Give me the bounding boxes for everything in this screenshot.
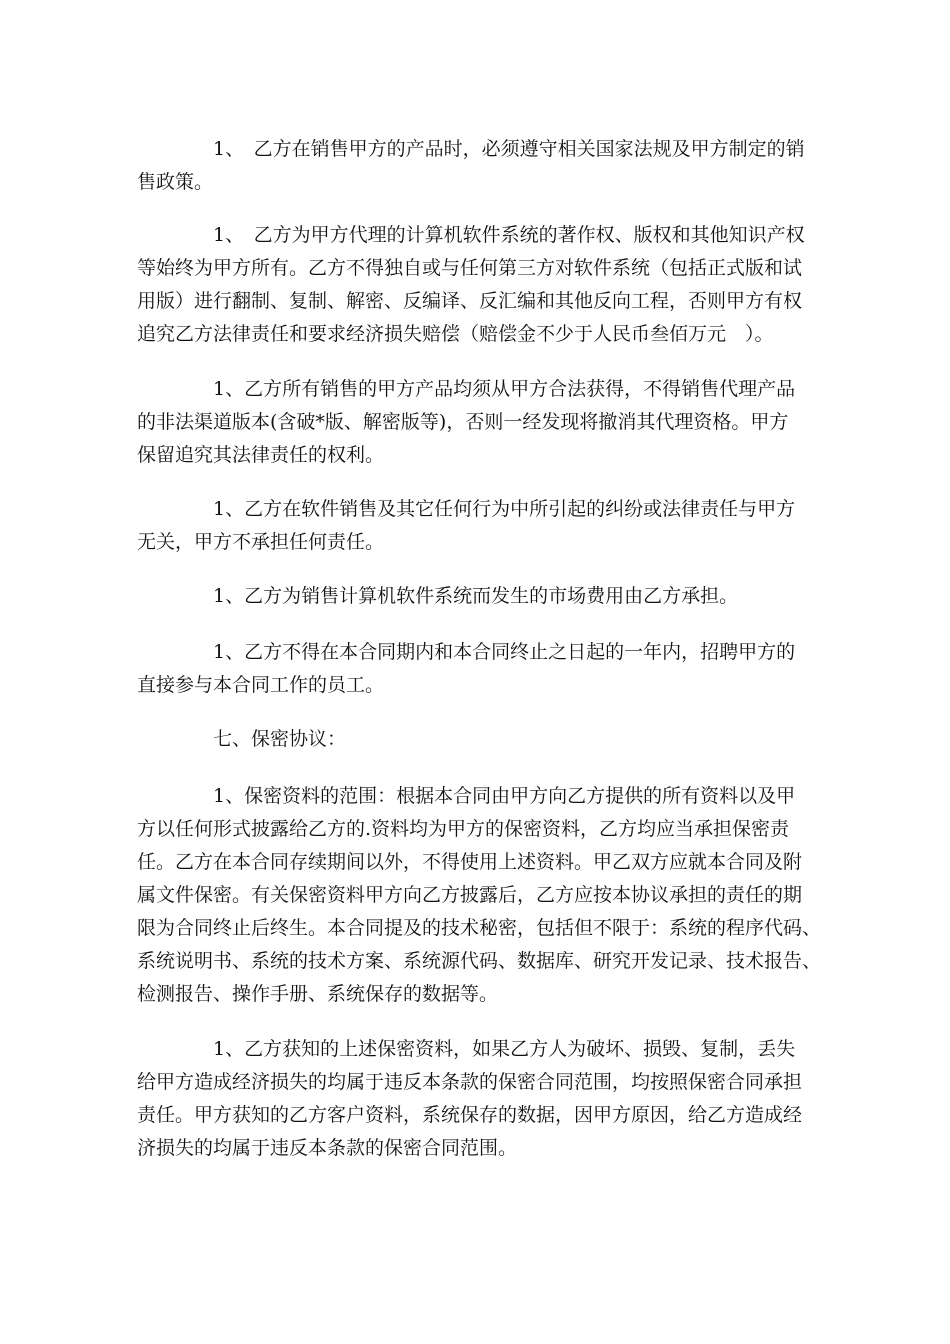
text-line: 责任。甲方获知的乙方客户资料，系统保存的数据，因甲方原因，给乙方造成经: [137, 1104, 803, 1126]
text-line: 1、乙方所有销售的甲方产品均须从甲方合法获得，不得销售代理产品: [213, 378, 796, 400]
text-line: 1、乙方获知的上述保密资料，如果乙方人为破坏、损毁、复制，丢失: [213, 1038, 796, 1060]
text-line: 1、乙方不得在本合同期内和本合同终止之日起的一年内，招聘甲方的: [213, 641, 796, 663]
text-line: 1、 乙方在销售甲方的产品时，必须遵守相关国家法规及甲方制定的销: [213, 138, 805, 160]
clause-confidential-scope: [137, 780, 827, 1011]
text-line: 等始终为甲方所有。乙方不得独自或与任何第三方对软件系统（包括正式版和试: [137, 257, 803, 279]
text-line: 方以任何形式披露给乙方的.资料均为甲方的保密资料，乙方均应当承担保密责: [137, 818, 790, 840]
text-line: 系统说明书、系统的技术方案、系统源代码、数据库、研究开发记录、技术报告、: [137, 950, 822, 972]
text-line: 1、 乙方为甲方代理的计算机软件系统的著作权、版权和其他知识产权: [213, 224, 805, 246]
clause-disputes: [137, 493, 827, 559]
text-line: 给甲方造成经济损失的均属于违反本条款的保密合同范围，均按照保密合同承担: [137, 1071, 803, 1093]
text-line: 无关，甲方不承担任何责任。: [137, 531, 385, 553]
text-line: 济损失的均属于违反本条款的保密合同范围。: [137, 1137, 518, 1159]
clause-no-recruiting: [137, 636, 827, 702]
text-line: 保留追究其法律责任的权利。: [137, 444, 385, 466]
section-heading-confidentiality: [137, 723, 827, 756]
clause-copyright: [137, 219, 827, 351]
clause-market-fees: [137, 580, 827, 613]
text-line: 直接参与本合同工作的员工。: [137, 674, 385, 696]
text-line: 追究乙方法律责任和要求经济损失赔偿（赔偿金不少于人民币叁佰万元 ）。: [137, 323, 774, 345]
text-line: 1、乙方为销售计算机软件系统而发生的市场费用由乙方承担。: [213, 585, 739, 607]
clause-sales-policy: [137, 133, 827, 199]
text-line: 的非法渠道版本(含破*版、解密版等)，否则一经发现将撤消其代理资格。甲方: [137, 411, 789, 433]
clause-legal-channel: [137, 373, 827, 472]
text-line: 任。乙方在本合同存续期间以外，不得使用上述资料。甲乙双方应就本合同及附: [137, 851, 803, 873]
text-line: 1、乙方在软件销售及其它任何行为中所引起的纠纷或法律责任与甲方: [213, 498, 796, 520]
text-line: 1、保密资料的范围：根据本合同由甲方向乙方提供的所有资料以及甲: [213, 785, 796, 807]
text-line: 售政策。: [137, 171, 214, 193]
section-heading: 七、保密协议：: [213, 728, 347, 750]
text-line: 用版）进行翻制、复制、解密、反编译、反汇编和其他反向工程，否则甲方有权: [137, 290, 803, 312]
text-line: 限为合同终止后终生。本合同提及的技术秘密，包括但不限于：系统的程序代码、: [137, 917, 822, 939]
clause-confidential-liability: [137, 1033, 827, 1165]
text-line: 属文件保密。有关保密资料甲方向乙方披露后，乙方应按本协议承担的责任的期: [137, 884, 803, 906]
text-line: 检测报告、操作手册、系统保存的数据等。: [137, 983, 499, 1005]
